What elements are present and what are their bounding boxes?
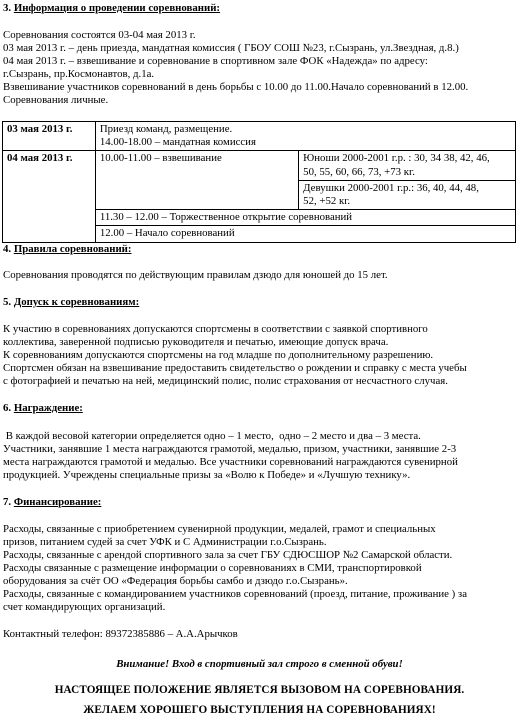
day1-arrival: Приезд команд, размещение. xyxy=(99,123,233,135)
section-7-line: Расходы, связанные с приобретением сувенирной продукции, медалей, грамот и специальных xyxy=(3,523,436,535)
section-3-line: г.Сызрань, пр.Космонавтов, д.1а. xyxy=(3,68,155,80)
section-5-line: коллектива, заверенной подписью руководителя и печатью, имеющие допуск врача. xyxy=(3,336,389,348)
section-6-title: Награждение: xyxy=(13,402,83,414)
section-6-line: места награждаются грамотой и медалью. Все участники соревнований награждаются сувенирной xyxy=(3,456,458,468)
section-3-line: Соревнования личные. xyxy=(3,94,109,106)
competition-start: 12.00 – Начало соревнований xyxy=(95,226,515,242)
section-5-heading xyxy=(3,296,139,309)
boys-line: 50, 55, 60, 66, 73, +73 кг. xyxy=(303,165,415,178)
section-6-line: В каждой весовой категории определяется одно – 1 место, одно – 2 место и два – 3 места. xyxy=(3,430,421,442)
table-row xyxy=(3,151,516,180)
notice-text: Внимание! Вход в спортивный зал строго в сменной обуви! xyxy=(116,658,403,670)
section-7-line: Расходы, связанные с арендой спортивного зала за счет ГБУ СДЮСШОР №2 Самарской области. xyxy=(3,549,453,561)
girls-line: 52, +52 кг. xyxy=(303,195,351,208)
section-5-number: 5. xyxy=(3,296,12,308)
section-7-heading xyxy=(3,496,101,509)
contact-phone: Контактный телефон: 89372385886 – А.А.Арычков xyxy=(3,628,238,640)
day2-date: 04 мая 2013 г. xyxy=(3,151,96,242)
closing-line-2: ЖЕЛАЕМ ХОРОШЕГО ВЫСТУПЛЕНИЯ НА СОРЕВНОВАНИЯХ! xyxy=(83,704,436,716)
schedule-table xyxy=(2,121,516,243)
section-7-line: счет командирующих организаций. xyxy=(3,601,166,613)
section-7-line: Расходы связанные с размещение информации о соревнованиях в СМИ, транспортировкой xyxy=(3,562,422,574)
section-5-line: К участию в соревнованиях допускаются спортсмены в соответствии с заявкой спортивного xyxy=(3,323,428,335)
section-6-heading xyxy=(3,402,83,415)
day1-date: 03 мая 2013 г. xyxy=(3,122,96,151)
section-5-title: Допуск к соревнованиям: xyxy=(13,296,140,308)
section-7-line: Расходы, связанные с командированием участников соревнований (проезд, питание, проживание ) за xyxy=(3,588,467,600)
section-7-line: оборудования за счёт ОО «Федерация борьбы самбо и дзюдо г.о.Сызрань». xyxy=(3,575,348,587)
section-4-number: 4. xyxy=(3,243,12,255)
section-4-title: Правила соревнований: xyxy=(13,243,132,255)
section-6-number: 6. xyxy=(3,402,12,414)
section-5-line: К соревнованиям допускаются спортсмены на год младше по дополнительному разрешению. xyxy=(3,349,434,361)
section-4-heading xyxy=(3,243,131,256)
section-4-text: Соревнования проводятся по действующим правилам дзюдо для юношей до 15 лет. xyxy=(3,269,388,281)
section-5-line: Спортсмен обязан на взвешивание предоставить свидетельство о рождении и справку с места учебы xyxy=(3,362,467,374)
closing-line-1: НАСТОЯЩЕЕ ПОЛОЖЕНИЕ ЯВЛЯЕТСЯ ВЫЗОВОМ НА СОРЕВНОВАНИЯ. xyxy=(54,684,465,696)
section-7-number: 7. xyxy=(3,496,12,508)
section-7-line: призов, питанием судей за счет УФК и С Администрации г.о.Сызрань. xyxy=(3,536,327,548)
day1-commission: 14.00-18.00 – мандатная комиссия xyxy=(99,136,256,149)
boys-categories xyxy=(299,151,516,180)
girls-line: Девушки 2000-2001 г.р.: 36, 40, 44, 48, xyxy=(303,181,479,194)
opening-ceremony: 11.30 – 12.00 – Торжественное открытие соревнований xyxy=(95,210,515,226)
section-6-line: Участники, занявшие 1 места награждаются грамотой, медалью, призом, участники, занявшие 2-3 xyxy=(3,443,457,455)
section-3-number: 3. xyxy=(3,2,12,14)
section-3-title: Информация о проведении соревнований: xyxy=(13,2,221,14)
section-3-line: 03 мая 2013 г. – день приезда, мандатная комиссия ( ГБОУ СОШ №23, г.Сызрань, ул.Звездная, д.8.) xyxy=(3,42,459,54)
section-3-heading xyxy=(3,2,220,15)
section-7-title: Финансирование: xyxy=(13,496,102,508)
section-3-line: Взвешивание участников соревнований в день борьбы с 10.00 до 11.00.Начало соревнований в 12.00. xyxy=(3,81,469,93)
day2-weighing: 10.00-11.00 – взвешивание xyxy=(95,151,298,210)
day1-info xyxy=(95,122,515,151)
table-row xyxy=(3,122,516,151)
girls-categories xyxy=(299,180,516,209)
section-3-line: 04 мая 2013 г. – взвешивание и соревнование в спортивном зале ФОК «Надежда» по адресу: xyxy=(3,55,428,67)
section-5-line: с фотографией и печатью на ней, медицинский полис, полис страхования от несчастного случая. xyxy=(3,375,448,387)
boys-line: Юноши 2000-2001 г.р. : 30, 34 38, 42, 46, xyxy=(303,152,490,165)
section-3-line: Соревнования состоятся 03-04 мая 2013 г. xyxy=(3,29,196,41)
section-6-line: продукцией. Учреждены специальные призы за «Волю к Победе» и «Лучшую технику». xyxy=(3,469,411,481)
